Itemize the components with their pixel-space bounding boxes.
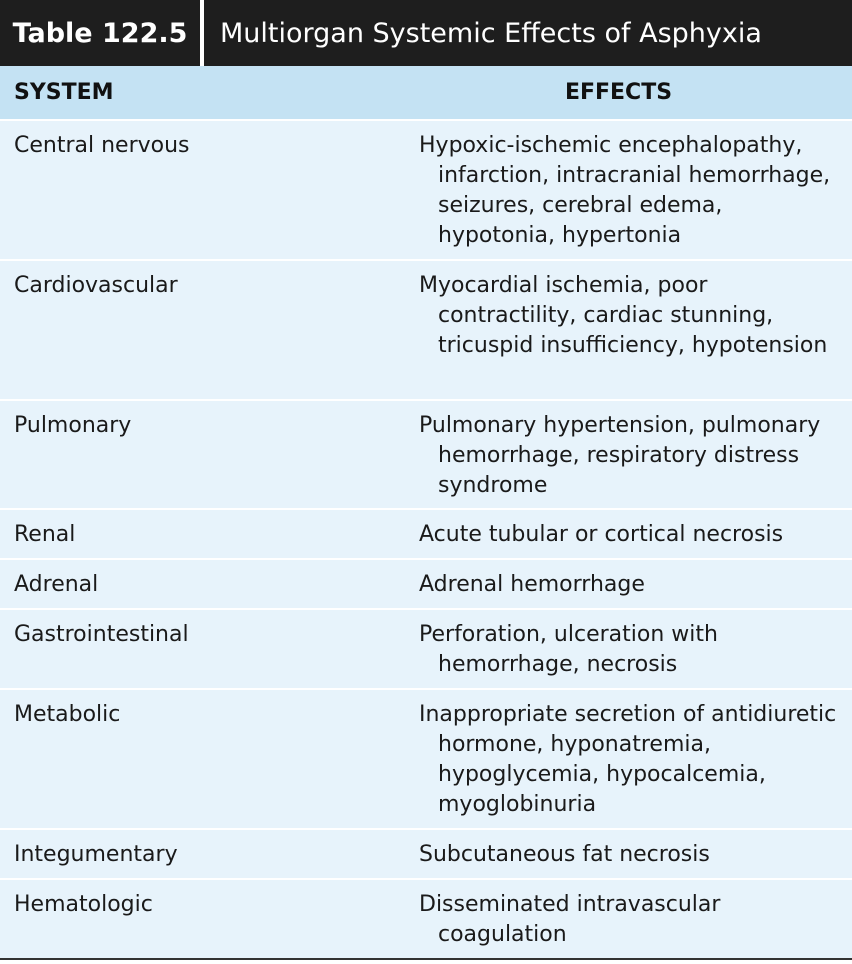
effects-cell: Pulmonary hypertension, pulmonary hemorrhage, respiratory distress syndrome	[419, 413, 821, 498]
table-row	[0, 121, 852, 261]
system-cell: Adrenal	[14, 572, 99, 597]
table-row	[0, 261, 852, 401]
system-cell: Cardiovascular	[14, 273, 178, 298]
system-cell: Gastrointestinal	[14, 622, 189, 647]
system-cell: Renal	[14, 522, 76, 547]
effects-cell: Hypoxic-ischemic encephalopathy, infarction, intracranial hemorrhage, seizures, cerebral edema, hypotonia, hypertonia	[419, 133, 831, 248]
effects-table	[0, 66, 852, 960]
effects-cell: Acute tubular or cortical necrosis	[419, 522, 784, 547]
effects-cell: Myocardial ischemia, poor contractility, cardiac stunning, tricuspid insufficiency, hypotension	[419, 273, 828, 358]
table-row	[0, 510, 852, 560]
system-cell: Integumentary	[14, 842, 178, 867]
effects-cell: Perforation, ulceration with hemorrhage, necrosis	[419, 622, 718, 677]
table-row	[0, 690, 852, 830]
effects-cell: Disseminated intravascular coagulation	[419, 892, 721, 947]
table-title: Multiorgan Systemic Effects of Asphyxia	[220, 17, 762, 49]
table-row	[0, 830, 852, 880]
system-cell: Metabolic	[14, 702, 121, 727]
table-row	[0, 560, 852, 610]
column-header-effects: EFFECTS	[564, 80, 673, 105]
column-header-system: SYSTEM	[14, 80, 114, 105]
table-header-row	[0, 66, 852, 121]
table-title-bar	[0, 0, 852, 66]
system-cell: Hematologic	[14, 892, 153, 917]
table-row	[0, 880, 852, 958]
effects-cell: Subcutaneous fat necrosis	[419, 842, 710, 867]
effects-cell: Inappropriate secretion of antidiuretic hormone, hyponatremia, hypoglycemia, hypocalcemia, myoglobinuria	[419, 702, 837, 817]
table-row	[0, 610, 852, 690]
effects-cell: Adrenal hemorrhage	[419, 572, 645, 597]
system-cell: Pulmonary	[14, 413, 132, 438]
system-cell: Central nervous	[14, 133, 190, 158]
table-row	[0, 401, 852, 510]
table-number: Table 122.5	[12, 17, 188, 49]
